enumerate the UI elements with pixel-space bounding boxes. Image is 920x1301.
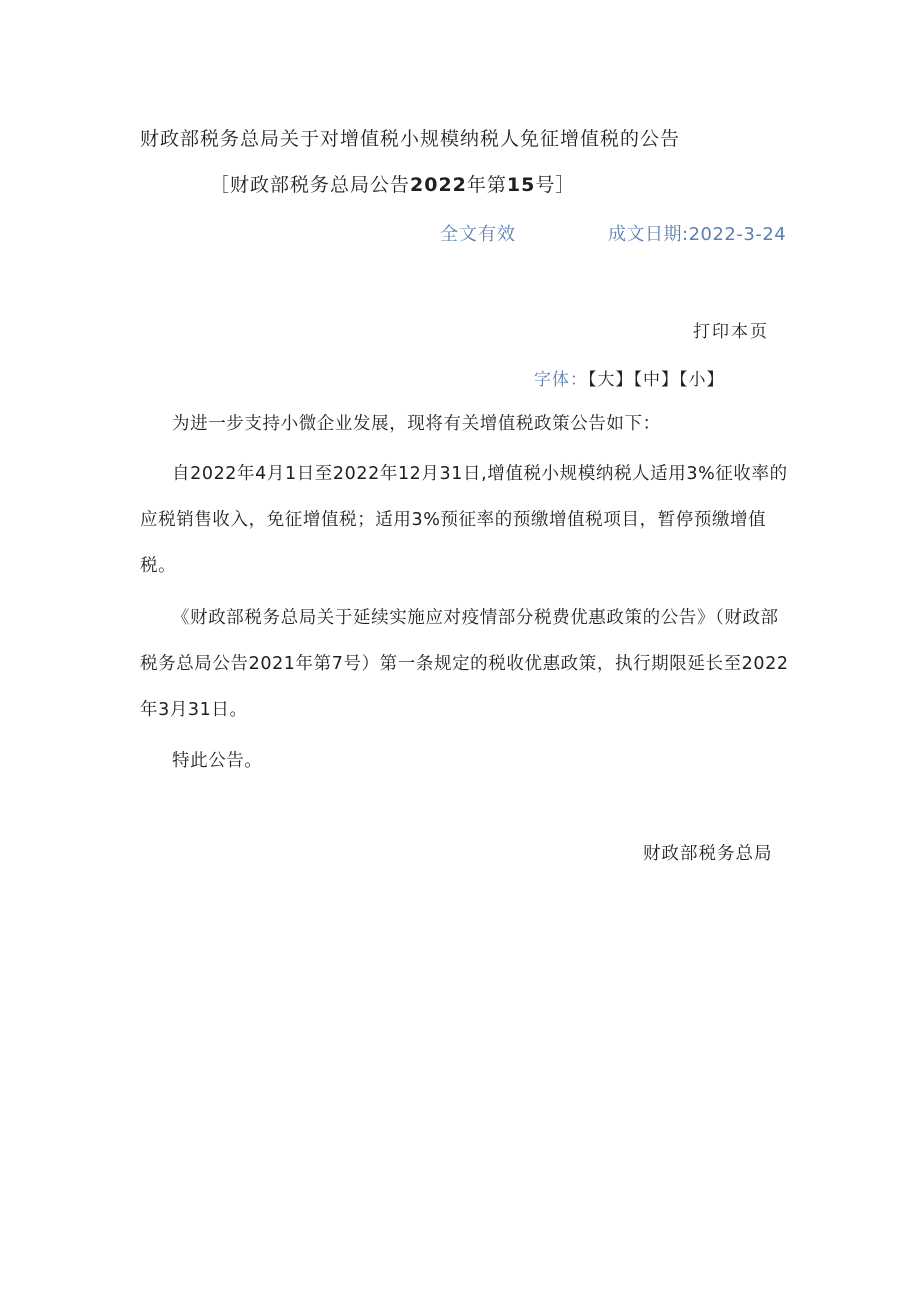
document-number-mid: 年第 [466, 174, 507, 196]
validity-status: 全文有效 [440, 224, 516, 245]
font-size-label: 字体： [534, 370, 588, 390]
document-number-num: 15 [506, 174, 536, 196]
font-size-large-button[interactable]: 【大】 [588, 370, 634, 390]
paragraph-text: 自2022年4月1日至2022年12月31日,增值税小规模纳税人适用3%征收率的应税销售收入，免征增值税；适用3%预征率的预缴增值税项目，暂停预缴增值税。 [140, 464, 788, 576]
body-paragraph [140, 595, 792, 733]
issuer-signature: 财政部税务总局 [643, 844, 773, 864]
document-number-open: ［财政部税务总局公告 [210, 174, 411, 196]
paragraph-text: 《财政部税务总局关于延续实施应对疫情部分税费优惠政策的公告》（财政部税务总局公告2021年第7号）第一条规定的税收优惠政策，执行期限延长至2022年3月31日。 [140, 608, 789, 720]
issue-date-value: 2022-3-24 [688, 224, 787, 245]
document-number-year: 2022 [410, 174, 467, 196]
body-paragraph [140, 738, 792, 784]
issue-date [608, 220, 786, 246]
paragraph-text: 为进一步支持小微企业发展，现将有关增值税政策公告如下： [172, 414, 661, 434]
document-title: 财政部税务总局关于对增值税小规模纳税人免征增值税的公告 [140, 128, 681, 150]
document-number [210, 170, 575, 197]
document-number-close: 号］ [535, 174, 576, 196]
font-size-medium-button[interactable]: 【中】 [633, 370, 679, 390]
font-size-small-button[interactable]: 【小】 [679, 370, 725, 390]
body-paragraph [140, 401, 792, 447]
font-size-selector [534, 365, 725, 390]
issue-date-label: 成文日期: [608, 224, 689, 245]
body-paragraph [140, 451, 792, 589]
paragraph-text: 特此公告。 [172, 751, 263, 771]
print-page-link[interactable]: 打印本页 [693, 322, 769, 342]
